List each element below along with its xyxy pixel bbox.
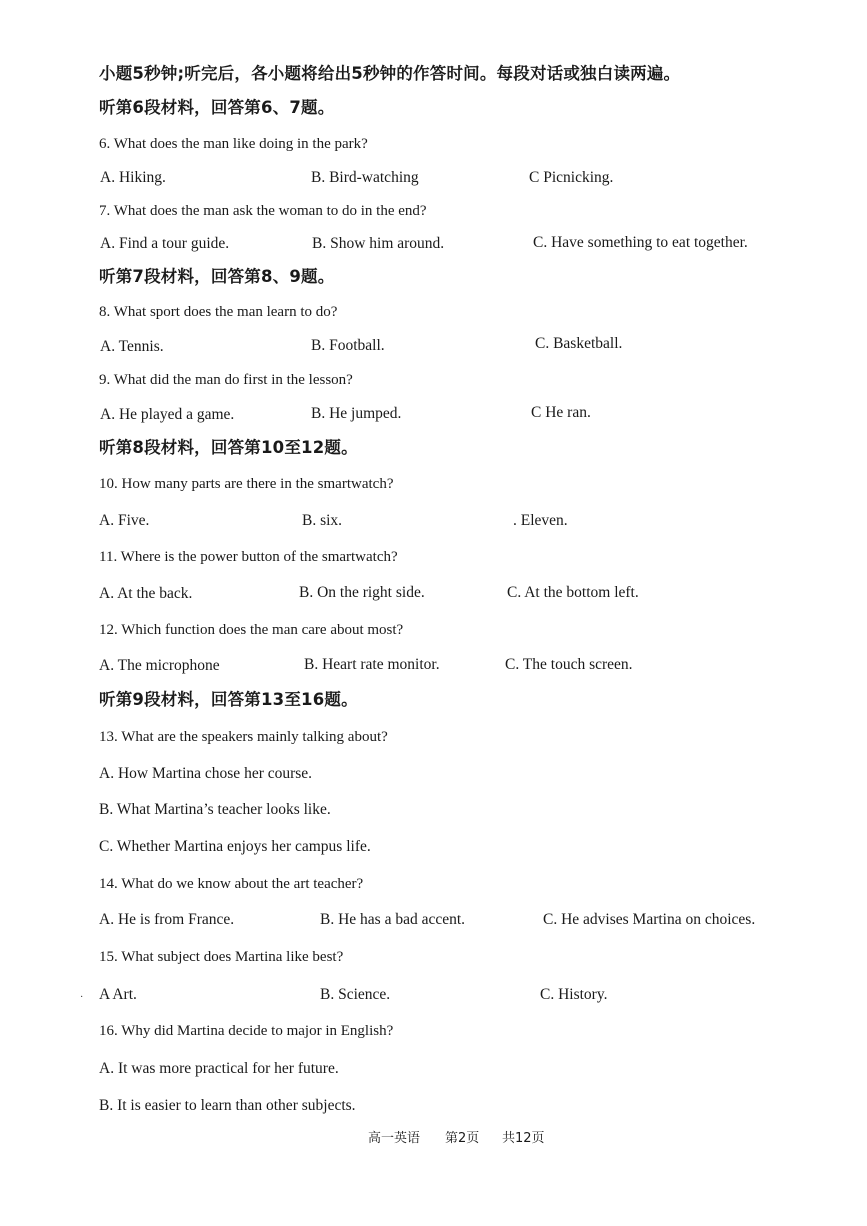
option-c: C. The touch screen. — [505, 656, 633, 673]
option-c: C. Whether Martina enjoys her campus life. — [99, 838, 371, 855]
question-stem: 16. Why did Martina decide to major in English? — [99, 1023, 394, 1039]
option-b: B. Football. — [311, 337, 385, 354]
question-stem: 9. What did the man do first in the lesson? — [99, 372, 353, 388]
option-b: B. What Martina’s teacher looks like. — [99, 801, 331, 818]
option-a: A. He is from France. — [99, 911, 235, 928]
question-stem: 14. What do we know about the art teacher? — [99, 876, 364, 892]
option-b: B. On the right side. — [299, 584, 425, 601]
question-stem: 7. What does the man ask the woman to do in the end? — [99, 203, 427, 219]
section-heading: 听第9段材料，回答第13至16题。 — [99, 690, 358, 709]
question-stem: 15. What subject does Martina like best? — [99, 949, 344, 965]
option-a: A. Five. — [99, 512, 150, 529]
option-c: C. He advises Martina on choices. — [543, 911, 756, 928]
option-a: A. At the back. — [99, 585, 193, 602]
option-b: B. It is easier to learn than other subjects. — [99, 1097, 356, 1114]
question-stem: 12. Which function does the man care about most? — [99, 622, 404, 638]
question-stem: 11. Where is the power button of the smartwatch? — [99, 549, 398, 565]
option-b: B. Heart rate monitor. — [304, 656, 440, 673]
option-c: C. History. — [540, 986, 608, 1003]
option-c: C Picnicking. — [529, 169, 614, 186]
scan-speck: · — [80, 992, 84, 1003]
section-heading: 听第6段材料，回答第6、7题。 — [99, 98, 335, 117]
option-c: C He ran. — [531, 404, 591, 421]
option-a: A. How Martina chose her course. — [99, 765, 313, 782]
option-a: A. It was more practical for her future. — [99, 1060, 339, 1077]
option-a: A. The microphone — [99, 657, 220, 674]
option-a: A. Tennis. — [100, 338, 164, 355]
section-heading: 听第8段材料，回答第10至12题。 — [99, 438, 358, 457]
footer-page-number: 第2页 — [445, 1131, 480, 1146]
option-c: . Eleven. — [513, 512, 568, 529]
instruction-text: 小题5秒钟;听完后，各小题将给出5秒钟的作答时间。每段对话或独白读两遍。 — [99, 64, 681, 83]
question-stem: 8. What sport does the man learn to do? — [99, 304, 338, 320]
footer-subject: 高一英语 — [368, 1131, 421, 1146]
option-b: B. Bird-watching — [311, 169, 419, 186]
footer-total-pages: 共12页 — [502, 1131, 545, 1146]
section-heading: 听第7段材料，回答第8、9题。 — [99, 267, 335, 286]
option-c: C. At the bottom left. — [507, 584, 639, 601]
option-c: C. Basketball. — [535, 335, 623, 352]
option-a: A. Find a tour guide. — [100, 235, 230, 252]
option-b: B. Show him around. — [312, 235, 445, 252]
question-stem: 10. How many parts are there in the smartwatch? — [99, 476, 394, 492]
option-a: A Art. — [99, 986, 137, 1003]
option-a: A. Hiking. — [100, 169, 166, 186]
option-c: C. Have something to eat together. — [533, 234, 748, 251]
option-b: B. Science. — [320, 986, 391, 1003]
option-b: B. He jumped. — [311, 405, 402, 422]
question-stem: 13. What are the speakers mainly talking about? — [99, 729, 388, 745]
question-stem: 6. What does the man like doing in the park? — [99, 136, 368, 152]
option-a: A. He played a game. — [100, 406, 235, 423]
option-b: B. six. — [302, 512, 343, 529]
option-b: B. He has a bad accent. — [320, 911, 466, 928]
